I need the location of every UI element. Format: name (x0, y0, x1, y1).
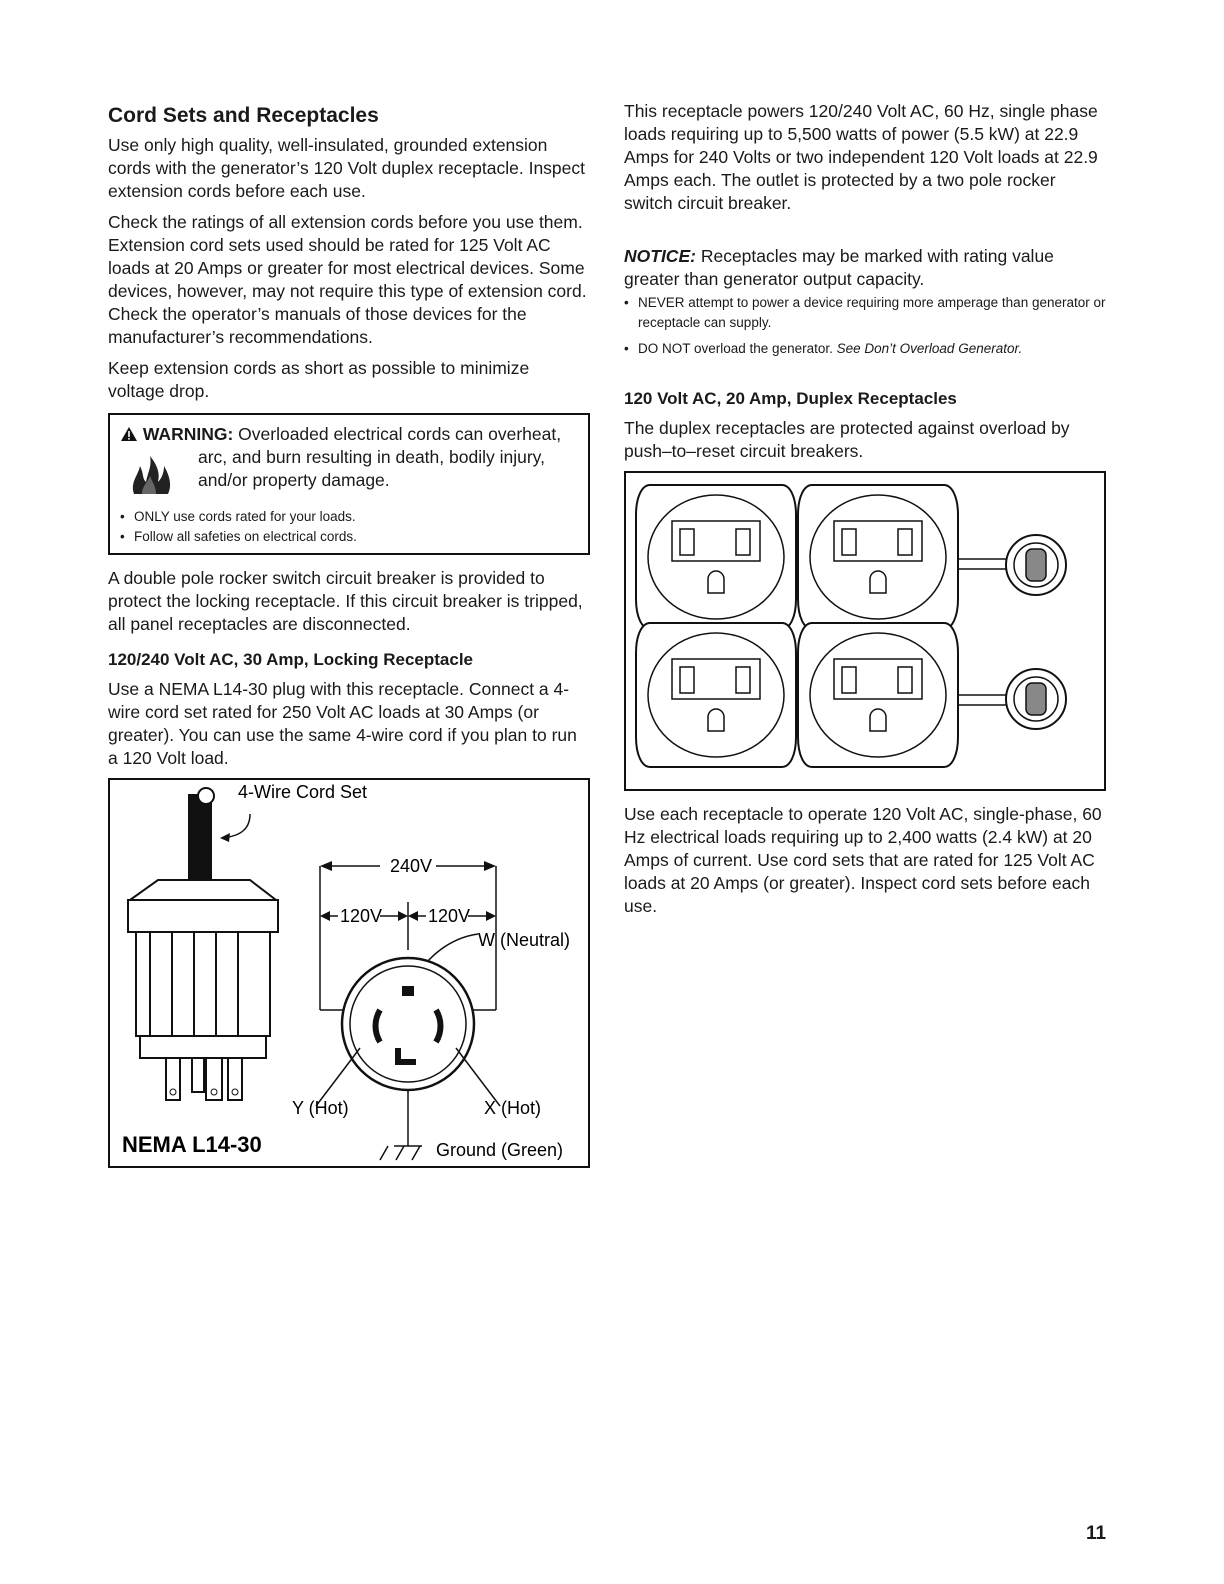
cord-end (198, 788, 214, 804)
v120-right-label: 120V (428, 906, 471, 926)
prong (206, 1058, 222, 1100)
circuit-breaker-button (1006, 535, 1066, 595)
notice-bullet (624, 339, 1106, 359)
prong (192, 1058, 204, 1092)
prong (166, 1058, 180, 1100)
section-title: Cord Sets and Receptacles (108, 104, 379, 127)
duplex-outlet (636, 623, 796, 767)
neutral-label: W (Neutral) (478, 930, 571, 950)
nema-label: NEMA L14-30 (122, 1132, 262, 1157)
notice-paragraph (624, 245, 1106, 291)
l14-30-diagram (110, 780, 588, 1166)
notice-bullet-plain: DO NOT overload the generator. (638, 341, 833, 356)
yhot-label: Y (Hot) (292, 1098, 349, 1118)
paragraph-push-to-reset: The duplex receptacles are protected against overload by push–to–reset circuit breakers. (624, 418, 1070, 461)
cord-label: 4-Wire Cord Set (238, 782, 368, 802)
duplex-outlet (798, 485, 958, 629)
warning-bullets (120, 507, 578, 547)
duplex-outlet (636, 485, 796, 629)
paragraph-check-ratings: Check the ratings of all extension cords before you use them. Extension cord sets used should be rated for 125 Volt AC loads at 20 Amps or greater for most electrical devices. Some devices, however, may not require this type of extension cord. Check the operator’s manuals of those devices for the manufacturer’s recommendations. (108, 212, 587, 347)
notice-text: Receptacles may be marked with rating value greater than generator output capacity. (624, 246, 1054, 289)
duplex-diagram (626, 473, 1104, 789)
plug-body (136, 932, 270, 1036)
warning-heading (120, 423, 578, 446)
paragraph-short-cords: Keep extension cords as short as possible to minimize voltage drop. (108, 358, 530, 401)
paragraph-double-pole: A double pole rocker switch circuit breaker is provided to protect the locking receptacle. If this circuit breaker is tripped, all panel receptacles are disconnected. (108, 568, 583, 634)
notice-bullet: • NEVER attempt to power a device requiring more amperage than generator or receptacle can supply. (624, 293, 1106, 333)
right-column (624, 100, 1106, 926)
warning-line1: Overloaded electrical cords can overheat, (238, 424, 562, 444)
warning-rest: arc, and burn resulting in death, bodily injury, and/or property damage. (198, 447, 545, 490)
figure-duplex-receptacles (624, 471, 1106, 791)
neutral-slot (402, 986, 414, 996)
paragraph-use-each-receptacle: Use each receptacle to operate 120 Volt AC, single-phase, 60 Hz electrical loads requiring up to 2,400 watts (2.4 kW) at 20 Amps of current. Use cord sets that are rated for 125 Volt AC loads at 20 Amps (or greater). Inspect cord sets before each use. (624, 804, 1102, 916)
plug-collar (128, 900, 278, 932)
fire-icon (120, 446, 198, 501)
cord-shape (188, 794, 212, 884)
v240-label: 240V (390, 856, 433, 876)
paragraph-nema-plug: Use a NEMA L14-30 plug with this receptacle. Connect a 4-wire cord set rated for 250 Volt AC loads at 30 Amps (or greater). You can use the same 4-wire cord if you plan to run a 120 Volt load. (108, 679, 577, 768)
heading-locking-receptacle: 120/240 Volt AC, 30 Amp, Locking Receptacle (108, 650, 474, 669)
figure-l14-30 (108, 778, 590, 1168)
notice-bullets (624, 293, 1106, 359)
paragraph-receptacle-powers: This receptacle powers 120/240 Volt AC, 60 Hz, single phase loads requiring up to 5,500 watts of power (5.5 kW) at 22.9 Amps for 240 Volts or two independent 120 Volt loads at 22.9 Amps each. The outlet is protected by a two pole rocker switch circuit breaker. (624, 101, 1098, 213)
ground-label: Ground (Green) (436, 1140, 564, 1160)
warning-label: WARNING: (142, 424, 234, 444)
left-column (108, 100, 590, 1168)
notice-label: NOTICE: (624, 246, 696, 266)
cord-leader (222, 814, 250, 838)
page-number: 11 (1086, 1523, 1107, 1544)
warning-bullet: • ONLY use cords rated for your loads. (120, 507, 578, 527)
xhot-label: X (Hot) (484, 1098, 542, 1118)
duplex-outlet (798, 623, 958, 767)
warning-triangle-icon (120, 424, 143, 444)
warning-bullet: • Follow all safeties on electrical cords. (120, 527, 578, 547)
heading-duplex-receptacles: 120 Volt AC, 20 Amp, Duplex Receptacles (624, 389, 957, 408)
v120-left-label: 120V (340, 906, 383, 926)
plug-top (130, 880, 276, 900)
notice-bullet-italic: See Don’t Overload Generator. (836, 341, 1023, 356)
paragraph-extension-quality: Use only high quality, well-insulated, grounded extension cords with the generator’s 120 Volt duplex receptacle. Inspect extension cords before each use. (108, 135, 586, 201)
prong (228, 1058, 242, 1100)
circuit-breaker-button (1006, 669, 1066, 729)
warning-box (108, 413, 590, 555)
